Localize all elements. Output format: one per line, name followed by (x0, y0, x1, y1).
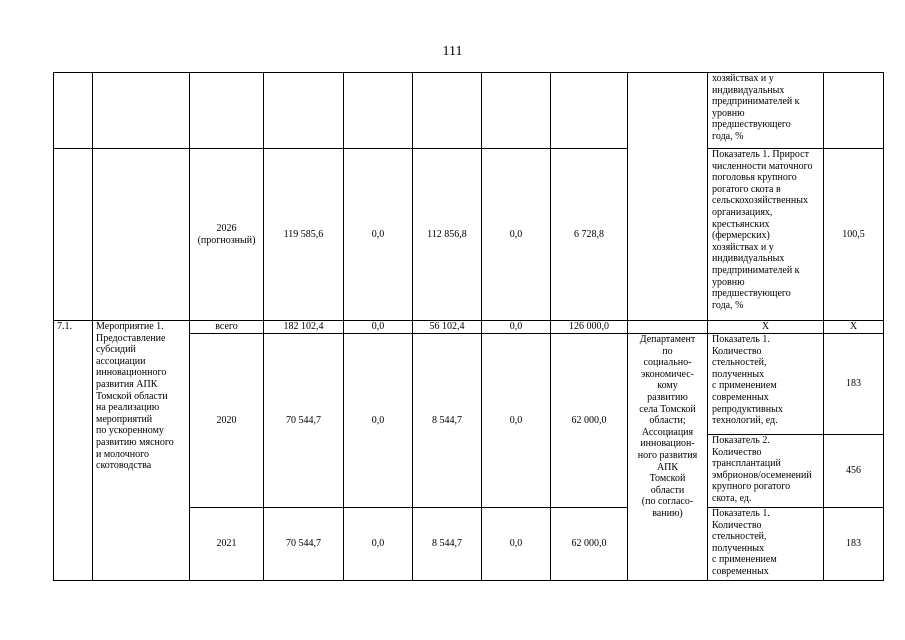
regional-cell (413, 73, 482, 149)
program-table (53, 72, 884, 581)
indicator-cell: хозяйствах и у индивидуальных предпринимателей к уровню предшествующего года, % (708, 73, 824, 149)
total-cell: 119 585,6 (264, 149, 344, 321)
regional-cell: 56 102,4 (413, 321, 482, 334)
regional-cell: 112 856,8 (413, 149, 482, 321)
year-cell: 2026 (прогнозный) (190, 149, 264, 321)
extra-cell: 62 000,0 (551, 334, 628, 508)
total-cell: 70 544,7 (264, 334, 344, 508)
federal-cell: 0,0 (344, 334, 413, 508)
federal-cell: 0,0 (344, 321, 413, 334)
extra-cell: 62 000,0 (551, 508, 628, 581)
extra-cell (551, 73, 628, 149)
federal-cell: 0,0 (344, 149, 413, 321)
executor-cell: Департамент по социально- экономичес- кому развитию села Томской области; Ассоциация инновацион- ного развития АПК Томской области (по согласо- ванию) (628, 334, 708, 581)
indicator-value-cell: Х (824, 321, 884, 334)
local-cell (482, 73, 551, 149)
executor-cell (628, 321, 708, 334)
indicator-cell: Показатель 1. Количество стельностей, полученных с применением современных репродуктивных технологий, ед. (708, 334, 824, 435)
year-cell: 2021 (190, 508, 264, 581)
indicator-value-cell: 183 (824, 508, 884, 581)
indicator-cell: Показатель 1. Количество стельностей, полученных с применением современных (708, 508, 824, 581)
page-number: 111 (442, 44, 463, 59)
year-cell: 2020 (190, 334, 264, 508)
indicator-cell: Х (708, 321, 824, 334)
table-row (54, 149, 884, 321)
year-cell (190, 73, 264, 149)
name-cell (93, 73, 190, 149)
local-cell: 0,0 (482, 149, 551, 321)
indicator-cell: Показатель 1. Прирост численности маточного поголовья крупного рогатого скота в сельскохозяйственных организациях, крестьянских (фермерских) хозяйствах и у индивидуальных предпринимателей к уровню предшествующего года, % (708, 149, 824, 321)
local-cell: 0,0 (482, 321, 551, 334)
name-cell: Мероприятие 1. Предоставление субсидий ассоциации инновационного развития АПК Томской области на реализацию мероприятий по ускоренному развитию мясного и молочного скотоводства (93, 321, 190, 581)
total-cell: 70 544,7 (264, 508, 344, 581)
regional-cell: 8 544,7 (413, 334, 482, 508)
indicator-value-cell: 183 (824, 334, 884, 435)
extra-cell: 126 000,0 (551, 321, 628, 334)
total-cell (264, 73, 344, 149)
table-row (54, 321, 884, 334)
year-cell: всего (190, 321, 264, 334)
local-cell: 0,0 (482, 508, 551, 581)
federal-cell (344, 73, 413, 149)
name-cell (93, 149, 190, 321)
number-cell (54, 73, 93, 149)
number-cell (54, 149, 93, 321)
local-cell: 0,0 (482, 334, 551, 508)
extra-cell: 6 728,8 (551, 149, 628, 321)
number-cell: 7.1. (54, 321, 93, 581)
indicator-cell: Показатель 2. Количество трансплантаций эмбрионов/осеменений крупного рогатого скота, ед. (708, 435, 824, 508)
total-cell: 182 102,4 (264, 321, 344, 334)
regional-cell: 8 544,7 (413, 508, 482, 581)
indicator-value-cell: 456 (824, 435, 884, 508)
indicator-value-cell (824, 73, 884, 149)
executor-cell (628, 73, 708, 321)
federal-cell: 0,0 (344, 508, 413, 581)
indicator-value-cell: 100,5 (824, 149, 884, 321)
table-row (54, 73, 884, 149)
